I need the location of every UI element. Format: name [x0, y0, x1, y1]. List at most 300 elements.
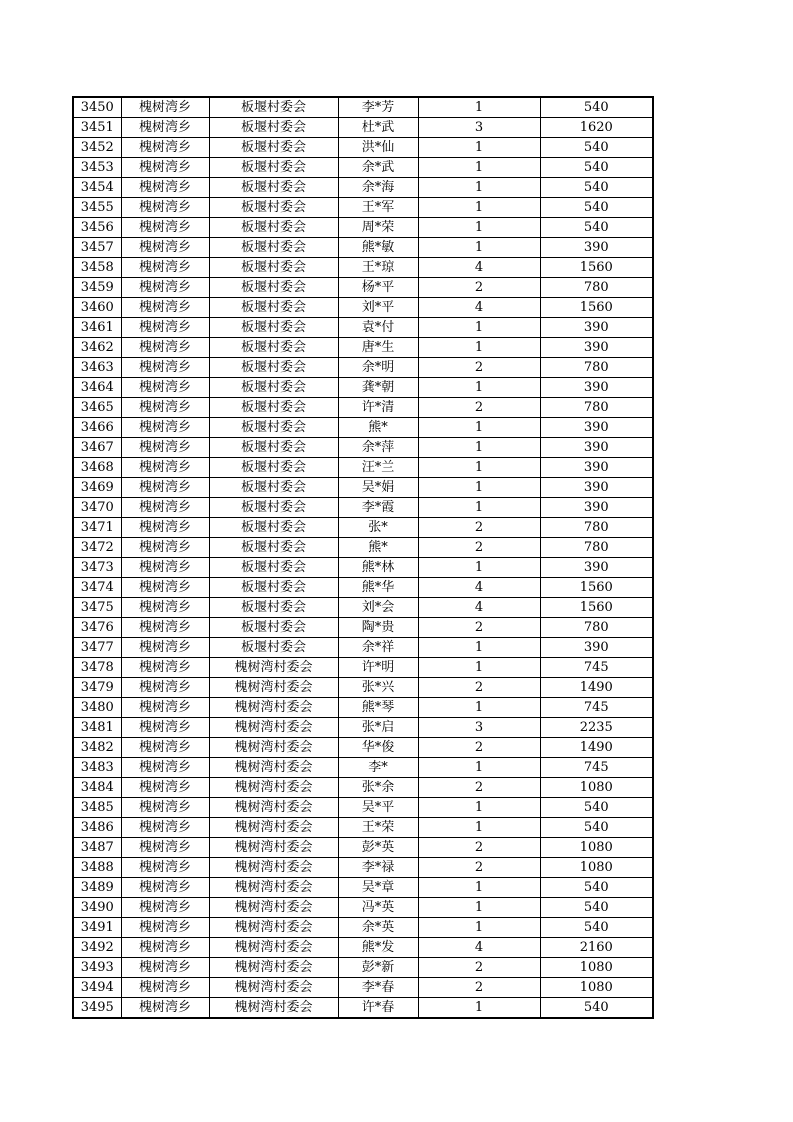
amount-cell: 540: [540, 218, 653, 238]
household-count-cell: 1: [418, 238, 540, 258]
village-committee-cell: 槐树湾村委会: [209, 878, 338, 898]
name-cell: 杜*武: [338, 118, 418, 138]
table-row: [73, 758, 653, 778]
township-cell: 槐树湾乡: [121, 198, 209, 218]
row-number-cell: 3463: [73, 358, 121, 378]
village-committee-cell: 板堰村委会: [209, 218, 338, 238]
village-committee-cell: 槐树湾村委会: [209, 818, 338, 838]
table-row: [73, 198, 653, 218]
village-committee-cell: 槐树湾村委会: [209, 658, 338, 678]
amount-cell: 1560: [540, 258, 653, 278]
amount-cell: 1080: [540, 858, 653, 878]
household-count-cell: 4: [418, 298, 540, 318]
table-row: [73, 318, 653, 338]
name-cell: 许*明: [338, 658, 418, 678]
amount-cell: 1560: [540, 578, 653, 598]
name-cell: 彭*新: [338, 958, 418, 978]
amount-cell: 540: [540, 898, 653, 918]
name-cell: 吴*章: [338, 878, 418, 898]
amount-cell: 540: [540, 97, 653, 118]
table-row: [73, 938, 653, 958]
table-row: [73, 858, 653, 878]
table-row: [73, 278, 653, 298]
household-count-cell: 2: [418, 858, 540, 878]
row-number-cell: 3464: [73, 378, 121, 398]
township-cell: 槐树湾乡: [121, 778, 209, 798]
table-row: [73, 218, 653, 238]
village-committee-cell: 板堰村委会: [209, 298, 338, 318]
amount-cell: 390: [540, 438, 653, 458]
name-cell: 熊*华: [338, 578, 418, 598]
row-number-cell: 3495: [73, 998, 121, 1019]
household-count-cell: 1: [418, 638, 540, 658]
amount-cell: 1560: [540, 598, 653, 618]
township-cell: 槐树湾乡: [121, 658, 209, 678]
village-committee-cell: 板堰村委会: [209, 97, 338, 118]
township-cell: 槐树湾乡: [121, 718, 209, 738]
table-row: [73, 998, 653, 1019]
township-cell: 槐树湾乡: [121, 798, 209, 818]
amount-cell: 540: [540, 158, 653, 178]
name-cell: 熊*林: [338, 558, 418, 578]
township-cell: 槐树湾乡: [121, 97, 209, 118]
row-number-cell: 3455: [73, 198, 121, 218]
household-count-cell: 1: [418, 97, 540, 118]
row-number-cell: 3475: [73, 598, 121, 618]
name-cell: 王*军: [338, 198, 418, 218]
table-row: [73, 338, 653, 358]
township-cell: 槐树湾乡: [121, 918, 209, 938]
roster-table: [72, 96, 654, 1019]
table-row: [73, 598, 653, 618]
household-count-cell: 2: [418, 278, 540, 298]
township-cell: 槐树湾乡: [121, 818, 209, 838]
table-row: [73, 118, 653, 138]
household-count-cell: 2: [418, 398, 540, 418]
name-cell: 李*禄: [338, 858, 418, 878]
table-row: [73, 678, 653, 698]
amount-cell: 2235: [540, 718, 653, 738]
amount-cell: 390: [540, 238, 653, 258]
amount-cell: 1490: [540, 678, 653, 698]
amount-cell: 2160: [540, 938, 653, 958]
township-cell: 槐树湾乡: [121, 358, 209, 378]
name-cell: 龚*朝: [338, 378, 418, 398]
row-number-cell: 3489: [73, 878, 121, 898]
township-cell: 槐树湾乡: [121, 838, 209, 858]
amount-cell: 390: [540, 638, 653, 658]
household-count-cell: 1: [418, 558, 540, 578]
row-number-cell: 3469: [73, 478, 121, 498]
amount-cell: 745: [540, 698, 653, 718]
village-committee-cell: 板堰村委会: [209, 338, 338, 358]
roster-table-body: [73, 97, 653, 1018]
village-committee-cell: 板堰村委会: [209, 558, 338, 578]
row-number-cell: 3459: [73, 278, 121, 298]
household-count-cell: 2: [418, 838, 540, 858]
village-committee-cell: 槐树湾村委会: [209, 938, 338, 958]
name-cell: 李*: [338, 758, 418, 778]
row-number-cell: 3457: [73, 238, 121, 258]
village-committee-cell: 槐树湾村委会: [209, 978, 338, 998]
household-count-cell: 2: [418, 358, 540, 378]
township-cell: 槐树湾乡: [121, 298, 209, 318]
amount-cell: 390: [540, 458, 653, 478]
household-count-cell: 3: [418, 118, 540, 138]
village-committee-cell: 板堰村委会: [209, 598, 338, 618]
name-cell: 李*春: [338, 978, 418, 998]
name-cell: 王*琼: [338, 258, 418, 278]
township-cell: 槐树湾乡: [121, 578, 209, 598]
table-row: [73, 478, 653, 498]
row-number-cell: 3480: [73, 698, 121, 718]
township-cell: 槐树湾乡: [121, 458, 209, 478]
household-count-cell: 1: [418, 438, 540, 458]
village-committee-cell: 板堰村委会: [209, 358, 338, 378]
village-committee-cell: 板堰村委会: [209, 438, 338, 458]
name-cell: 余*萍: [338, 438, 418, 458]
name-cell: 许*春: [338, 998, 418, 1019]
table-row: [73, 658, 653, 678]
name-cell: 余*海: [338, 178, 418, 198]
village-committee-cell: 板堰村委会: [209, 418, 338, 438]
village-committee-cell: 槐树湾村委会: [209, 918, 338, 938]
name-cell: 熊*琴: [338, 698, 418, 718]
name-cell: 熊*发: [338, 938, 418, 958]
table-row: [73, 498, 653, 518]
township-cell: 槐树湾乡: [121, 118, 209, 138]
township-cell: 槐树湾乡: [121, 318, 209, 338]
township-cell: 槐树湾乡: [121, 758, 209, 778]
household-count-cell: 1: [418, 198, 540, 218]
amount-cell: 390: [540, 558, 653, 578]
amount-cell: 780: [540, 398, 653, 418]
row-number-cell: 3460: [73, 298, 121, 318]
table-row: [73, 838, 653, 858]
household-count-cell: 1: [418, 878, 540, 898]
township-cell: 槐树湾乡: [121, 958, 209, 978]
township-cell: 槐树湾乡: [121, 698, 209, 718]
village-committee-cell: 板堰村委会: [209, 478, 338, 498]
name-cell: 刘*平: [338, 298, 418, 318]
amount-cell: 390: [540, 498, 653, 518]
amount-cell: 540: [540, 998, 653, 1019]
township-cell: 槐树湾乡: [121, 338, 209, 358]
household-count-cell: 2: [418, 778, 540, 798]
name-cell: 吴*娟: [338, 478, 418, 498]
household-count-cell: 1: [418, 218, 540, 238]
household-count-cell: 1: [418, 498, 540, 518]
row-number-cell: 3476: [73, 618, 121, 638]
table-row: [73, 698, 653, 718]
household-count-cell: 1: [418, 138, 540, 158]
amount-cell: 780: [540, 518, 653, 538]
name-cell: 王*荣: [338, 818, 418, 838]
table-row: [73, 398, 653, 418]
village-committee-cell: 板堰村委会: [209, 158, 338, 178]
row-number-cell: 3458: [73, 258, 121, 278]
township-cell: 槐树湾乡: [121, 438, 209, 458]
township-cell: 槐树湾乡: [121, 498, 209, 518]
township-cell: 槐树湾乡: [121, 398, 209, 418]
township-cell: 槐树湾乡: [121, 218, 209, 238]
amount-cell: 390: [540, 418, 653, 438]
household-count-cell: 2: [418, 738, 540, 758]
amount-cell: 745: [540, 658, 653, 678]
row-number-cell: 3494: [73, 978, 121, 998]
village-committee-cell: 槐树湾村委会: [209, 898, 338, 918]
household-count-cell: 2: [418, 518, 540, 538]
table-row: [73, 138, 653, 158]
household-count-cell: 4: [418, 258, 540, 278]
row-number-cell: 3465: [73, 398, 121, 418]
row-number-cell: 3451: [73, 118, 121, 138]
row-number-cell: 3462: [73, 338, 121, 358]
village-committee-cell: 板堰村委会: [209, 238, 338, 258]
amount-cell: 1490: [540, 738, 653, 758]
amount-cell: 390: [540, 338, 653, 358]
row-number-cell: 3485: [73, 798, 121, 818]
table-row: [73, 798, 653, 818]
name-cell: 汪*兰: [338, 458, 418, 478]
name-cell: 张*: [338, 518, 418, 538]
household-count-cell: 2: [418, 978, 540, 998]
village-committee-cell: 板堰村委会: [209, 518, 338, 538]
table-row: [73, 718, 653, 738]
table-row: [73, 558, 653, 578]
table-row: [73, 878, 653, 898]
amount-cell: 1080: [540, 978, 653, 998]
row-number-cell: 3461: [73, 318, 121, 338]
table-row: [73, 438, 653, 458]
name-cell: 冯*英: [338, 898, 418, 918]
amount-cell: 1560: [540, 298, 653, 318]
village-committee-cell: 槐树湾村委会: [209, 678, 338, 698]
township-cell: 槐树湾乡: [121, 138, 209, 158]
name-cell: 余*英: [338, 918, 418, 938]
township-cell: 槐树湾乡: [121, 378, 209, 398]
table-row: [73, 298, 653, 318]
amount-cell: 540: [540, 138, 653, 158]
row-number-cell: 3491: [73, 918, 121, 938]
village-committee-cell: 槐树湾村委会: [209, 778, 338, 798]
table-row: [73, 458, 653, 478]
table-row: [73, 258, 653, 278]
township-cell: 槐树湾乡: [121, 598, 209, 618]
village-committee-cell: 板堰村委会: [209, 538, 338, 558]
amount-cell: 1080: [540, 778, 653, 798]
household-count-cell: 1: [418, 418, 540, 438]
township-cell: 槐树湾乡: [121, 478, 209, 498]
name-cell: 余*武: [338, 158, 418, 178]
household-count-cell: 2: [418, 538, 540, 558]
village-committee-cell: 槐树湾村委会: [209, 838, 338, 858]
row-number-cell: 3486: [73, 818, 121, 838]
table-row: [73, 918, 653, 938]
table-row: [73, 178, 653, 198]
township-cell: 槐树湾乡: [121, 938, 209, 958]
township-cell: 槐树湾乡: [121, 238, 209, 258]
village-committee-cell: 板堰村委会: [209, 498, 338, 518]
village-committee-cell: 槐树湾村委会: [209, 738, 338, 758]
row-number-cell: 3473: [73, 558, 121, 578]
row-number-cell: 3468: [73, 458, 121, 478]
village-committee-cell: 板堰村委会: [209, 198, 338, 218]
township-cell: 槐树湾乡: [121, 158, 209, 178]
township-cell: 槐树湾乡: [121, 538, 209, 558]
name-cell: 熊*敏: [338, 238, 418, 258]
table-row: [73, 238, 653, 258]
amount-cell: 390: [540, 318, 653, 338]
row-number-cell: 3456: [73, 218, 121, 238]
amount-cell: 390: [540, 378, 653, 398]
amount-cell: 780: [540, 618, 653, 638]
table-row: [73, 358, 653, 378]
household-count-cell: 1: [418, 158, 540, 178]
row-number-cell: 3454: [73, 178, 121, 198]
name-cell: 华*俊: [338, 738, 418, 758]
table-row: [73, 378, 653, 398]
village-committee-cell: 槐树湾村委会: [209, 798, 338, 818]
row-number-cell: 3474: [73, 578, 121, 598]
township-cell: 槐树湾乡: [121, 678, 209, 698]
household-count-cell: 1: [418, 698, 540, 718]
household-count-cell: 2: [418, 618, 540, 638]
name-cell: 熊*: [338, 418, 418, 438]
amount-cell: 780: [540, 358, 653, 378]
table-row: [73, 818, 653, 838]
name-cell: 陶*贵: [338, 618, 418, 638]
household-count-cell: 4: [418, 938, 540, 958]
name-cell: 杨*平: [338, 278, 418, 298]
village-committee-cell: 槐树湾村委会: [209, 858, 338, 878]
row-number-cell: 3487: [73, 838, 121, 858]
household-count-cell: 1: [418, 898, 540, 918]
village-committee-cell: 板堰村委会: [209, 258, 338, 278]
township-cell: 槐树湾乡: [121, 638, 209, 658]
row-number-cell: 3493: [73, 958, 121, 978]
township-cell: 槐树湾乡: [121, 178, 209, 198]
amount-cell: 1080: [540, 838, 653, 858]
amount-cell: 780: [540, 538, 653, 558]
village-committee-cell: 板堰村委会: [209, 398, 338, 418]
name-cell: 张*兴: [338, 678, 418, 698]
amount-cell: 540: [540, 178, 653, 198]
row-number-cell: 3453: [73, 158, 121, 178]
amount-cell: 540: [540, 918, 653, 938]
township-cell: 槐树湾乡: [121, 518, 209, 538]
row-number-cell: 3488: [73, 858, 121, 878]
row-number-cell: 3471: [73, 518, 121, 538]
row-number-cell: 3450: [73, 97, 121, 118]
amount-cell: 540: [540, 818, 653, 838]
amount-cell: 1620: [540, 118, 653, 138]
name-cell: 周*荣: [338, 218, 418, 238]
table-row: [73, 898, 653, 918]
amount-cell: 540: [540, 878, 653, 898]
village-committee-cell: 槐树湾村委会: [209, 698, 338, 718]
row-number-cell: 3466: [73, 418, 121, 438]
village-committee-cell: 板堰村委会: [209, 578, 338, 598]
name-cell: 唐*生: [338, 338, 418, 358]
name-cell: 彭*英: [338, 838, 418, 858]
household-count-cell: 1: [418, 378, 540, 398]
table-row: [73, 518, 653, 538]
name-cell: 余*祥: [338, 638, 418, 658]
row-number-cell: 3484: [73, 778, 121, 798]
township-cell: 槐树湾乡: [121, 278, 209, 298]
name-cell: 刘*会: [338, 598, 418, 618]
household-count-cell: 1: [418, 478, 540, 498]
township-cell: 槐树湾乡: [121, 998, 209, 1019]
table-row: [73, 738, 653, 758]
village-committee-cell: 板堰村委会: [209, 138, 338, 158]
village-committee-cell: 板堰村委会: [209, 638, 338, 658]
household-count-cell: 2: [418, 678, 540, 698]
amount-cell: 390: [540, 478, 653, 498]
household-count-cell: 1: [418, 918, 540, 938]
township-cell: 槐树湾乡: [121, 878, 209, 898]
table-row: [73, 418, 653, 438]
table-row: [73, 158, 653, 178]
township-cell: 槐树湾乡: [121, 978, 209, 998]
row-number-cell: 3472: [73, 538, 121, 558]
village-committee-cell: 板堰村委会: [209, 278, 338, 298]
table-row: [73, 958, 653, 978]
township-cell: 槐树湾乡: [121, 618, 209, 638]
amount-cell: 540: [540, 198, 653, 218]
name-cell: 许*清: [338, 398, 418, 418]
township-cell: 槐树湾乡: [121, 418, 209, 438]
village-committee-cell: 板堰村委会: [209, 618, 338, 638]
amount-cell: 780: [540, 278, 653, 298]
table-row: [73, 97, 653, 118]
row-number-cell: 3470: [73, 498, 121, 518]
amount-cell: 1080: [540, 958, 653, 978]
name-cell: 熊*: [338, 538, 418, 558]
township-cell: 槐树湾乡: [121, 258, 209, 278]
township-cell: 槐树湾乡: [121, 898, 209, 918]
row-number-cell: 3477: [73, 638, 121, 658]
household-count-cell: 3: [418, 718, 540, 738]
name-cell: 李*芳: [338, 97, 418, 118]
household-count-cell: 1: [418, 658, 540, 678]
row-number-cell: 3490: [73, 898, 121, 918]
village-committee-cell: 槐树湾村委会: [209, 998, 338, 1019]
household-count-cell: 1: [418, 758, 540, 778]
name-cell: 张*余: [338, 778, 418, 798]
amount-cell: 540: [540, 798, 653, 818]
household-count-cell: 1: [418, 998, 540, 1019]
name-cell: 余*明: [338, 358, 418, 378]
name-cell: 张*启: [338, 718, 418, 738]
township-cell: 槐树湾乡: [121, 558, 209, 578]
table-row: [73, 778, 653, 798]
household-count-cell: 4: [418, 578, 540, 598]
row-number-cell: 3479: [73, 678, 121, 698]
table-row: [73, 578, 653, 598]
name-cell: 袁*付: [338, 318, 418, 338]
village-committee-cell: 板堰村委会: [209, 118, 338, 138]
village-committee-cell: 板堰村委会: [209, 178, 338, 198]
row-number-cell: 3483: [73, 758, 121, 778]
household-count-cell: 1: [418, 178, 540, 198]
household-count-cell: 1: [418, 338, 540, 358]
name-cell: 吴*平: [338, 798, 418, 818]
row-number-cell: 3467: [73, 438, 121, 458]
village-committee-cell: 槐树湾村委会: [209, 718, 338, 738]
household-count-cell: 1: [418, 318, 540, 338]
